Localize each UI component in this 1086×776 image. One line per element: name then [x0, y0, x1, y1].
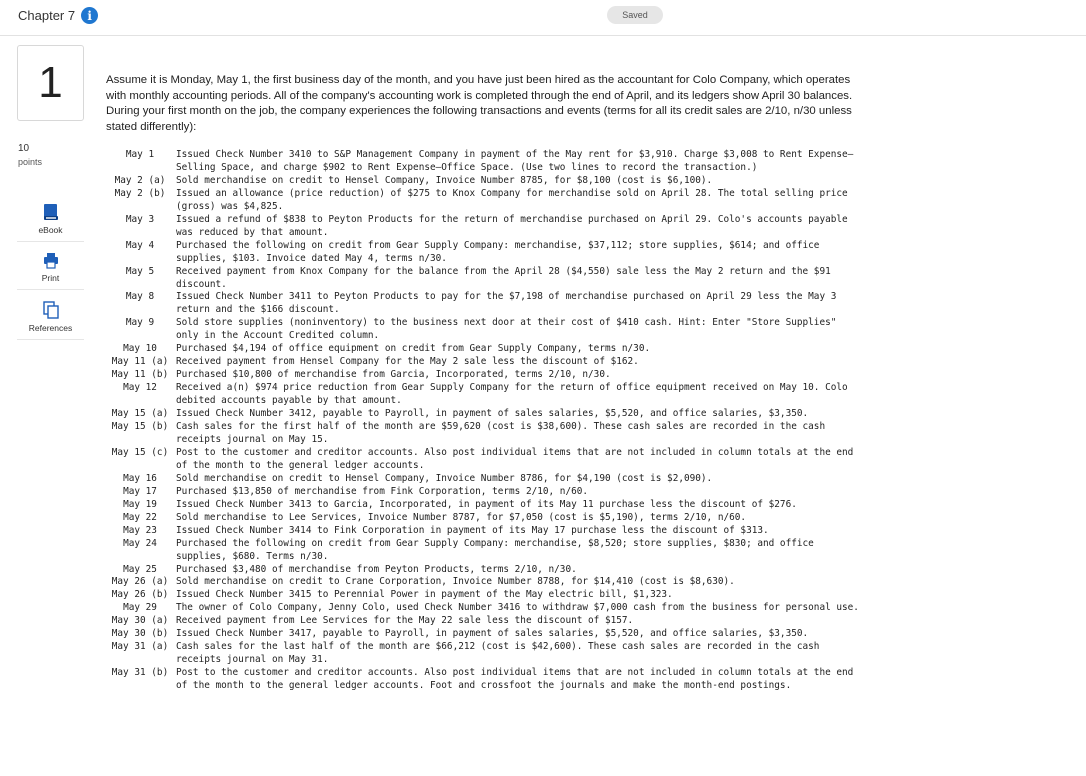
transaction-row — [104, 564, 864, 577]
transaction-list — [104, 149, 864, 693]
transaction-row — [104, 447, 864, 473]
transaction-row — [104, 615, 864, 628]
transaction-date: May 15 (c) — [111, 446, 169, 458]
transaction-description: Issued a refund of $838 to Peyton Products for the return of merchandise purchased on April 29. Colo's accounts payable was reduced by that amount. — [176, 213, 848, 238]
transaction-description: Purchased $13,850 of merchandise from Fink Corporation, terms 2/10, n/60. — [176, 485, 589, 497]
transaction-row — [104, 149, 864, 175]
transaction-description: Issued Check Number 3412, payable to Payroll, in payment of sales salaries, $5,520, and office salaries, $3,350. — [176, 408, 809, 420]
transaction-date: May 8 — [125, 291, 155, 303]
transaction-date: May 11 (b) — [111, 369, 169, 381]
references-button[interactable] — [17, 296, 84, 340]
question-number: 1 — [17, 45, 84, 121]
transaction-date: May 9 — [125, 317, 155, 329]
transaction-date: May 4 — [125, 239, 155, 251]
saved-status-badge: Saved — [607, 6, 663, 24]
transaction-description: Received payment from Hensel Company for the May 2 sale less the discount of $162. — [176, 356, 639, 368]
transaction-date: May 16 — [123, 472, 157, 484]
points-value: 10 — [18, 143, 30, 154]
transaction-row — [104, 641, 864, 667]
transaction-date: May 24 — [123, 537, 157, 549]
transaction-date: May 5 — [125, 265, 155, 277]
transaction-row — [104, 499, 864, 512]
points-label: points — [18, 157, 43, 167]
info-icon[interactable]: i — [81, 7, 98, 24]
transaction-date: May 22 — [123, 511, 157, 523]
transaction-row — [104, 382, 864, 408]
ebook-label: eBook — [38, 225, 63, 235]
transaction-row — [104, 473, 864, 486]
transaction-row — [104, 486, 864, 499]
transaction-description: Purchased $10,800 of merchandise from Garcia, Incorporated, terms 2/10, n/30. — [176, 369, 611, 381]
transaction-row — [104, 421, 864, 447]
transaction-description: Issued Check Number 3410 to S&P Management Company in payment of the May rent for $3,910. Charge $3,008 to Rent Expense—Selling Space, and charge $902 to Rent Expense—Office Space. (Use two lines to record the transaction.) — [176, 149, 854, 173]
transaction-description: Sold store supplies (noninventory) to the business next door at their cost of $410 cash. Hint: Enter "Store Supplies" only in the Account Credited column. — [176, 317, 837, 342]
transaction-date: May 1 — [125, 149, 155, 160]
transaction-row — [104, 602, 864, 615]
transaction-description: Purchased the following on credit from Gear Supply Company: merchandise, $8,520; store supplies, $830; and office supplies, $680. Terms n/30. — [176, 537, 814, 562]
transaction-description: Sold merchandise to Lee Services, Invoice Number 8787, for $7,050 (cost is $5,190), terms 2/10, n/60. — [176, 511, 747, 523]
transaction-date: May 31 (b) — [111, 667, 169, 679]
transaction-description: Purchased $4,194 of office equipment on credit from Gear Supply Company, terms n/30. — [176, 343, 651, 355]
problem-intro: Assume it is Monday, May 1, the first business day of the month, and you have just been hired as the accountant for Colo Company, which operates with monthly accounting periods. All of the company's accounting work is completed through the end of April, and its ledgers show April 30 balances. During your first month on the job, the company experiences the following transactions and events (terms for all its credit sales are 2/10, n/30 unless stated differently): — [106, 74, 853, 133]
top-bar — [0, 0, 1086, 36]
transaction-row — [104, 589, 864, 602]
transaction-date: May 26 (b) — [111, 589, 169, 601]
print-label: Print — [41, 273, 60, 283]
transaction-description: Cash sales for the last half of the month are $66,212 (cost is $42,600). These cash sales are recorded in the cash receipts journal on May 31. — [176, 641, 820, 666]
transaction-description: Cash sales for the first half of the month are $59,620 (cost is $38,600). These cash sales are recorded in the cash receipts journal on May 15. — [176, 421, 826, 445]
transaction-description: Post to the customer and creditor accounts. Also post individual items that are not included in column totals at the end of the month to the general ledger accounts. — [176, 446, 854, 471]
transaction-description: Issued Check Number 3413 to Garcia, Incorporated, in payment of its May 11 purchase less the discount of $276. — [176, 498, 797, 510]
transaction-date: May 23 — [123, 524, 157, 536]
transaction-row — [104, 525, 864, 538]
transaction-description: Received payment from Lee Services for the May 22 sale less the discount of $157. — [176, 615, 634, 627]
chapter-title — [18, 7, 98, 24]
transaction-description: Issued Check Number 3417, payable to Payroll, in payment of sales salaries, $5,520, and office salaries, $3,350. — [176, 628, 809, 640]
transaction-row — [104, 214, 864, 240]
transaction-row — [104, 175, 864, 188]
transaction-row — [104, 408, 864, 421]
transaction-row — [104, 291, 864, 317]
transaction-date: May 10 — [123, 343, 157, 355]
transaction-date: May 3 — [125, 213, 155, 225]
transaction-description: Issued Check Number 3414 to Fink Corporation in payment of its May 17 purchase less the discount of $313. — [176, 524, 769, 536]
transaction-date: May 25 — [123, 563, 157, 575]
transaction-row — [104, 628, 864, 641]
transaction-date: May 19 — [123, 498, 157, 510]
transaction-row — [104, 356, 864, 369]
transaction-date: May 31 (a) — [111, 641, 169, 653]
transaction-row — [104, 667, 864, 693]
transaction-date: May 12 — [123, 382, 157, 394]
transaction-description: Purchased the following on credit from Gear Supply Company: merchandise, $37,112; store supplies, $614; and office supplies, $103. Invoice dated May 4, terms n/30. — [176, 239, 820, 264]
transaction-description: Received a(n) $974 price reduction from Gear Supply Company for the return of office equipment received on May 10. Colo debited accounts payable by that amount. — [176, 382, 848, 407]
printer-icon — [43, 251, 59, 269]
chapter-label: Chapter 7 — [18, 8, 76, 23]
ebook-icon — [43, 203, 59, 221]
print-button[interactable] — [17, 246, 84, 290]
transaction-row — [104, 576, 864, 589]
transaction-date: May 2 (a) — [114, 174, 166, 186]
transaction-date: May 30 (b) — [111, 628, 169, 640]
transaction-date: May 2 (b) — [114, 187, 166, 199]
transaction-description: Sold merchandise on credit to Hensel Company, Invoice Number 8786, for $4,190 (cost is $2,090). — [176, 472, 713, 484]
transaction-description: Purchased $3,480 of merchandise from Peyton Products, terms 2/10, n/30. — [176, 563, 577, 575]
transaction-description: Sold merchandise on credit to Crane Corporation, Invoice Number 8788, for $14,410 (cost is $8,630). — [176, 576, 735, 588]
transaction-description: Issued Check Number 3411 to Peyton Products to pay for the $7,198 of merchandise purchased on April 29 less the May 3 return and the $166 discount. — [176, 291, 837, 316]
references-label: References — [28, 323, 73, 333]
references-icon — [43, 301, 59, 319]
transaction-description: Sold merchandise on credit to Hensel Company, Invoice Number 8785, for $8,100 (cost is $6,100). — [176, 174, 713, 186]
transaction-date: May 17 — [123, 485, 157, 497]
transaction-row — [104, 188, 864, 214]
transaction-date: May 15 (b) — [111, 421, 169, 433]
transaction-description: The owner of Colo Company, Jenny Colo, used Check Number 3416 to withdraw $7,000 cash from the business for personal use. — [176, 602, 859, 614]
transaction-date: May 11 (a) — [111, 356, 169, 368]
transaction-row — [104, 512, 864, 525]
transaction-row — [104, 538, 864, 564]
transaction-description: Post to the customer and creditor accounts. Also post individual items that are not included in column totals at the end of the month to the general ledger accounts. Foot and crossfoot the journals and make the month-end postings. — [176, 667, 854, 692]
transaction-date: May 26 (a) — [111, 576, 169, 588]
transaction-row — [104, 266, 864, 292]
transaction-row — [104, 317, 864, 343]
transaction-row — [104, 369, 864, 382]
transaction-description: Issued an allowance (price reduction) of $275 to Knox Company for merchandise sold on April 28. The total selling price (gross) was $4,825. — [176, 187, 848, 212]
ebook-button[interactable] — [17, 198, 84, 242]
transaction-date: May 29 — [123, 602, 157, 614]
transaction-description: Received payment from Knox Company for the balance from the April 28 ($4,550) sale less the May 2 return and the $91 discount. — [176, 265, 831, 290]
transaction-row — [104, 240, 864, 266]
transaction-row — [104, 343, 864, 356]
transaction-description: Issued Check Number 3415 to Perennial Power in payment of the May electric bill, $1,323. — [176, 589, 673, 601]
transaction-date: May 15 (a) — [111, 408, 169, 420]
transaction-date: May 30 (a) — [111, 615, 169, 627]
